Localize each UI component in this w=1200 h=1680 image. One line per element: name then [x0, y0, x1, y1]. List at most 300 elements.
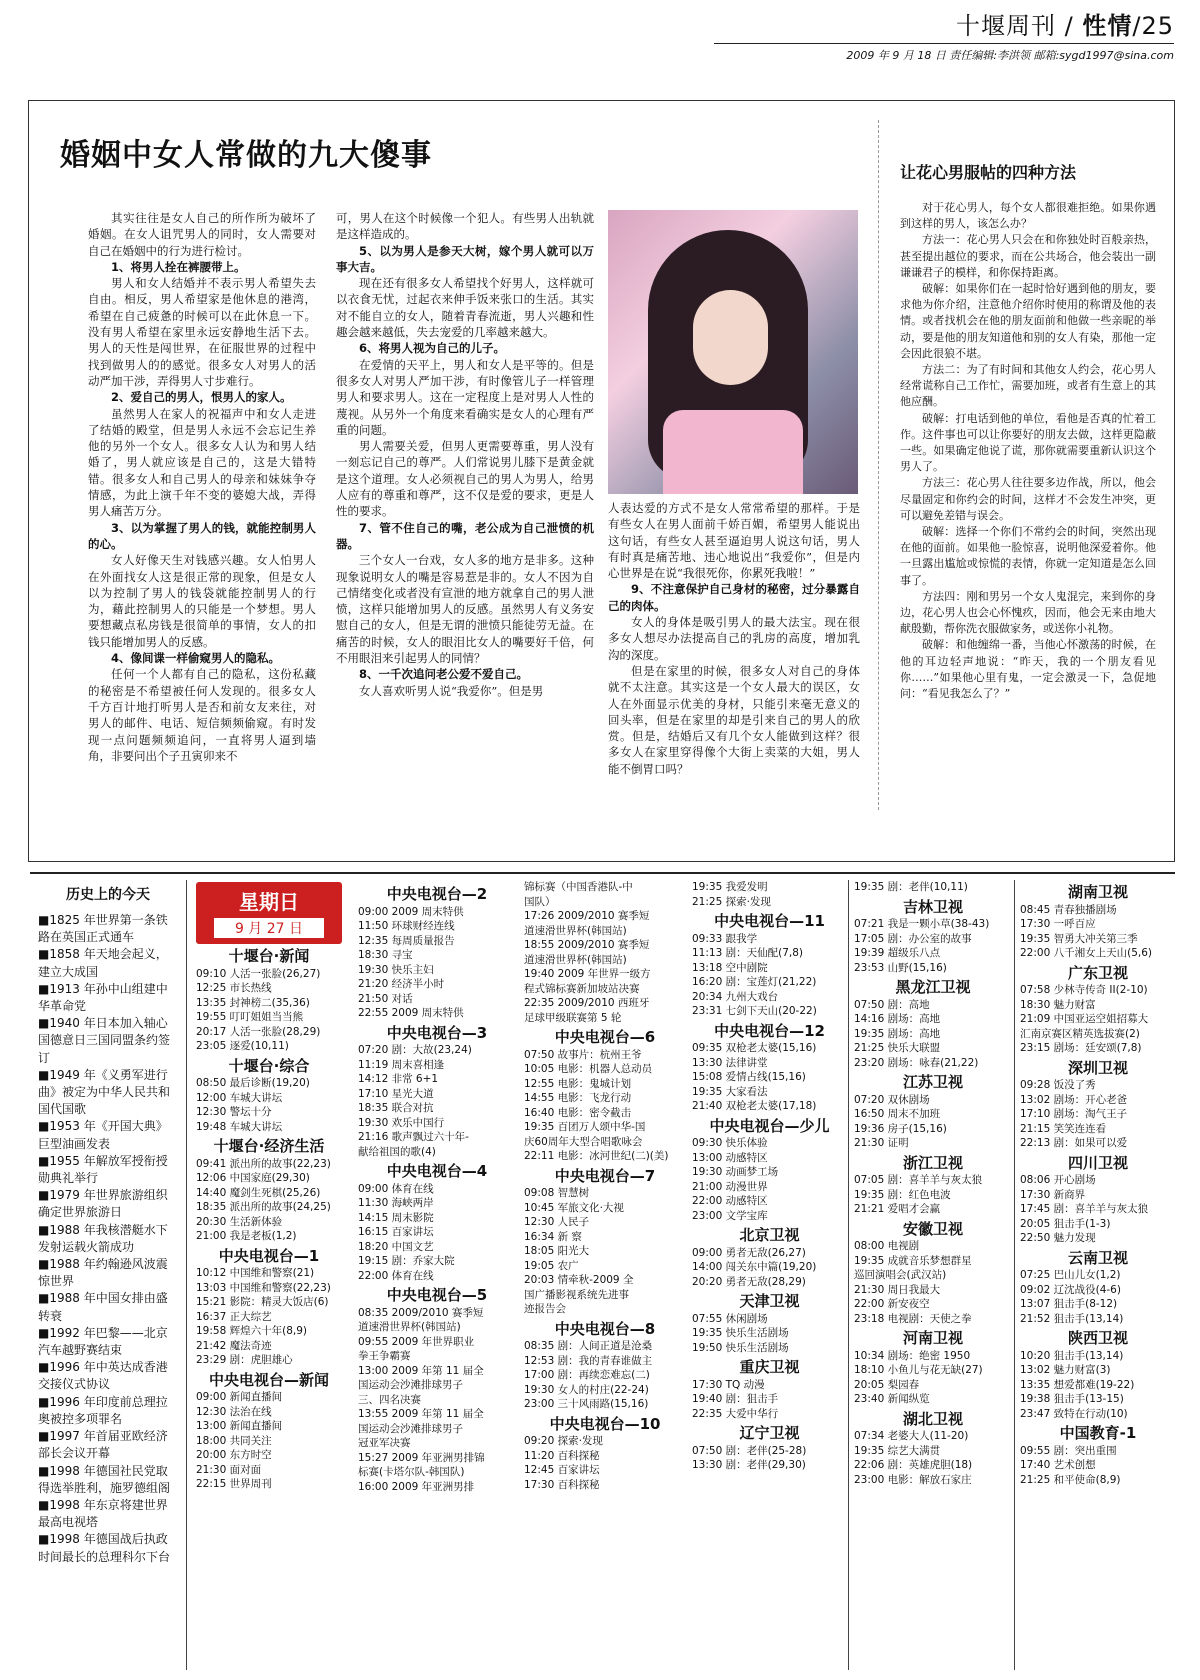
tv-program: 足球甲级联赛第 5 轮	[524, 1011, 622, 1024]
tv-channel-name: 广东卫视	[1067, 963, 1128, 982]
column-divider	[848, 880, 849, 1670]
tv-program: 07:50 故事片：杭州王爷	[524, 1048, 642, 1061]
tv-program: 22:11 电影：冰河世纪(二)(美)	[524, 1150, 669, 1162]
tv-program: 09:08 智慧树	[524, 1187, 590, 1199]
tv-program: 22:35 大爱中华行	[692, 1407, 779, 1420]
history-item: ■1997 年首届亚欧经济部长会议开幕	[38, 1429, 168, 1461]
tv-channel-name: 中央电视台—5	[386, 1286, 488, 1304]
tv-program: 09:55 剧：突出重围	[1020, 1444, 1117, 1457]
tv-channel-name: 湖南卫视	[1067, 883, 1128, 901]
tv-program: 20:00 东方时空	[196, 1449, 272, 1461]
tv-program: 22:00 动感特区	[692, 1195, 768, 1207]
tv-program: 23:00 文学宝库	[692, 1209, 768, 1222]
tv-program: 19:39 超级乐八点	[854, 947, 941, 959]
tv-channel-name: 中央电视台—10	[549, 1414, 661, 1433]
tv-channel-name: 黑龙江卫视	[895, 978, 971, 996]
tv-program: 23:18 电视剧：天使之拳	[854, 1312, 972, 1325]
tv-program: 12:35 每周质量报告	[358, 934, 455, 947]
tv-program: 13:35 封神榜二(35,36)	[196, 996, 310, 1009]
tv-channel-name: 天津卫视	[739, 1292, 800, 1310]
tv-channel-name: 中央电视台—12	[714, 1021, 825, 1040]
article-subheading: 7、管不住自己的嘴，老公成为自己泄愤的机器。	[336, 520, 594, 551]
tv-col-1	[196, 882, 342, 1492]
tv-channel-name: 深圳卫视	[1067, 1058, 1128, 1077]
tv-channel-name: 浙江卫视	[902, 1153, 963, 1172]
article-paragraph: 男人和女人结婚并不表示男人希望失去自由。相反，男人希望家是他休息的港湾，希望在自己疲惫的时候可以在此休息一下。没有男人希望在家里永远安静地生活下去。男人的天性是闯世界，在征服世界的过程中找到做男人的的感觉。很多女人对男人的活动严加干涉，弄得男人寸步难行。	[88, 276, 316, 388]
tv-channel-name: 中央电视台—新闻	[208, 1370, 329, 1389]
history-item: ■1996 年印度前总理拉奥被控多项罪名	[38, 1394, 168, 1426]
tv-program: 17:00 剧：再续恋难忘(二)	[524, 1369, 650, 1381]
page-header	[714, 6, 1174, 63]
tv-channel-name: 中央电视台—6	[554, 1028, 656, 1046]
tv-program: 19:35 成就音乐梦想群星	[854, 1254, 972, 1267]
history-item: ■1858 年天地会起义，建立大成国	[38, 947, 168, 979]
tv-program: 21:00 动漫世界	[692, 1180, 768, 1193]
tv-program: 21:40 双枪老太婆(17,18)	[692, 1100, 817, 1112]
bottom-section-rule	[30, 872, 1175, 874]
photo-clothing-shape	[663, 410, 803, 494]
tv-program: 道速滑世界杯(韩国站)	[524, 924, 627, 937]
tv-program: 17:45 剧：喜羊羊与灰太狼	[1020, 1203, 1149, 1215]
tv-program: 13:35 想爱都难(19-22)	[1020, 1378, 1135, 1391]
article-column-2	[336, 210, 594, 699]
tv-program: 20:05 梨园春	[854, 1378, 920, 1391]
sidebar-paragraph: 方法二：为了有时间和其他女人约会，花心男人经常谎称自己工作忙，需要加班，或者有生意上的其他应酬。	[900, 363, 1156, 409]
tv-program: 21:00 我是老板(1,2)	[196, 1230, 297, 1242]
tv-program: 13:00 新闻直播间	[196, 1420, 283, 1432]
header-page-number: /25	[1132, 12, 1174, 40]
tv-program: 10:05 电影：机器人总动员	[524, 1063, 653, 1075]
tv-program: 国队）	[524, 895, 556, 908]
tv-program: 14:12 非常 6+1	[358, 1073, 439, 1085]
tv-program: 19:50 快乐生活剧场	[692, 1341, 789, 1354]
tv-program: 19:35 综艺大满贯	[854, 1444, 941, 1457]
article-paragraph: 在爱情的天平上，男人和女人是平等的。但是很多女人对男人严加干涉，有时像管儿子一样管理男人和要求男人。这在一定程度上是对男人人性的蔑视。从另外一个角度来看确实是女人的心理有严重的问题。	[336, 357, 594, 437]
tv-program: 三、四名决赛	[358, 1393, 421, 1406]
tv-program: 19:58 辉煌六十年(8,9)	[196, 1325, 307, 1337]
tv-program: 17:10 星光大道	[358, 1087, 434, 1100]
tv-program: 12:30 警坛十分	[196, 1106, 272, 1118]
tv-program: 20:03 情牵秋-2009 全	[524, 1274, 634, 1286]
tv-program: 09:00 体育在线	[358, 1182, 434, 1195]
tv-program: 16:00 2009 年亚洲男排	[358, 1480, 475, 1493]
tv-program: 09:00 新闻直播间	[196, 1391, 283, 1403]
tv-program: 11:50 环球财经连线	[358, 920, 455, 932]
article-subheading: 1、将男人拴在裤腰带上。	[111, 259, 246, 274]
tv-channel-name: 中央电视台—1	[218, 1246, 320, 1265]
tv-program: 13:03 中国维和警察(22,23)	[196, 1281, 331, 1294]
article-subheading: 6、将男人视为自己的儿子。	[359, 341, 506, 356]
tv-channel-name: 中央电视台—11	[714, 912, 825, 930]
history-item: ■1988 年约翰逊风波震惊世界	[38, 1257, 168, 1289]
column-divider	[186, 880, 187, 1670]
tv-program: 巡回演唱会(武汉站)	[854, 1269, 947, 1281]
article-subheading: 8、一千次追问老公爱不爱自己。	[359, 667, 528, 682]
sidebar-paragraph: 对于花心男人，每个女人都很难拒绝。如果你遇到这样的男人，该怎么办？	[900, 201, 1156, 231]
tv-channel-name: 陕西卫视	[1067, 1329, 1128, 1347]
tv-program: 19:30 快乐主妇	[358, 963, 434, 976]
header-title: 十堰周刊 / 性情/25	[956, 12, 1174, 40]
tv-channel-name: 北京卫视	[739, 1226, 800, 1244]
article-paragraph: 任何一个人都有自己的隐私，这份私藏的秘密是不希望被任何人发现的。很多女人千方百计地打听男人是否和前女友来往，对男人的邮件、电话、短信频频偷窥。有时发现一点问题频频追问，一直将男人逼到墙角，非要问出个子丑寅卯来不	[88, 667, 316, 763]
tv-program: 23:47 致特在行动(10)	[1020, 1407, 1128, 1420]
tv-program: 09:41 派出所的故事(22,23)	[196, 1157, 331, 1170]
article-paragraph: 可，男人在这个时候像一个犯人。有些男人出轨就是这样造成的。	[336, 211, 594, 242]
sidebar-paragraph: 破解：如果你们在一起时恰好遇到他的朋友，要求他为你介绍，注意他介绍你时使用的称谓及他的表情。或者找机会在他的朋友面前和他做一些亲昵的举动，要是他的朋友知道他和别的女人有染，那他一定会因此很狼不堪。	[900, 282, 1156, 360]
tv-program: 17:40 艺术创想	[1020, 1459, 1096, 1471]
history-item: ■1998 年东京将建世界最高电视塔	[38, 1497, 168, 1530]
tv-program: 23:20 剧场：咏春(21,22)	[854, 1056, 979, 1069]
tv-program: 21:42 魔法奇迹	[196, 1339, 272, 1352]
tv-program: 21:50 对话	[358, 992, 413, 1005]
tv-date: 9 月 27 日	[214, 918, 324, 938]
tv-program: 21:25 探索·发现	[692, 895, 771, 908]
tv-program: 12:55 电影：鬼城计划	[524, 1077, 632, 1090]
tv-program: 13:30 法律讲堂	[692, 1056, 768, 1069]
tv-program: 14:55 电影：飞龙行动	[524, 1092, 632, 1104]
tv-program: 19:35 智勇大冲关第三季	[1020, 932, 1138, 945]
header-brand: 十堰周刊	[956, 12, 1057, 40]
tv-program: 09:35 双枪老太婆(15,16)	[692, 1042, 817, 1054]
tv-program: 19:35 剧：老伴(10,11)	[854, 881, 968, 893]
tv-program: 09:30 快乐体验	[692, 1137, 768, 1149]
tv-program: 21:15 笑笑连连看	[1020, 1122, 1107, 1135]
tv-program: 12:30 法治在线	[196, 1405, 272, 1418]
tv-program: 07:20 剧：大故(23,24)	[358, 1044, 472, 1056]
tv-program: 18:00 共同关注	[196, 1434, 272, 1447]
tv-program: 09:33 跟我学	[692, 932, 758, 945]
tv-channel-name: 十堰台·经济生活	[213, 1137, 325, 1155]
article-headline: 婚姻中女人常做的九大傻事	[60, 138, 432, 173]
tv-program: 19:15 剧：乔家大院	[358, 1255, 455, 1267]
tv-program: 21:21 爱唱才会赢	[854, 1203, 941, 1215]
tv-col-5	[854, 880, 1012, 1487]
history-item: ■1998 年德国战后执政时间最长的总理科尔下台	[38, 1532, 171, 1564]
tv-program: 16:34 新 察	[524, 1230, 582, 1243]
history-item: ■1992 年巴黎——北京汽车越野赛结束	[38, 1325, 168, 1358]
tv-program: 17:10 剧场：淘气王子	[1020, 1108, 1128, 1120]
tv-program: 19:40 剧：狙击手	[692, 1393, 779, 1405]
article-paragraph: 但是在家里的时候，很多女人对自己的身体就不太注意。其实这是一个女人最大的误区，女人在外面显示优美的身材，只能引来毫无意义的回头率，但是在家里的却是引来自己的男人的欣赏。但是，结婚后又有几个女人能做到这样？很多女人在家里穿得像个大街上卖菜的大姐，男人能不倒胃口吗？	[608, 663, 860, 776]
article-paragraph: 女人喜欢听男人说“我爱你”。但是男	[359, 683, 544, 698]
tv-channel-name: 中央电视台—8	[554, 1319, 656, 1338]
tv-program: 09:00 2009 周末特供	[358, 905, 464, 918]
tv-program: 19:35 我爱发明	[692, 881, 768, 893]
tv-channel-name: 中央电视台—7	[554, 1166, 656, 1185]
tv-channel-name: 江苏卫视	[902, 1073, 963, 1091]
tv-program: 21:30 周日我最大	[854, 1283, 941, 1296]
tv-day-badge	[196, 882, 342, 944]
tv-program: 22:35 2009/2010 西班牙	[524, 997, 650, 1009]
tv-program: 21:30 证明	[854, 1137, 909, 1149]
tv-program: 16:50 周末不加班	[854, 1108, 941, 1120]
tv-program: 12:06 中国家庭(29,30)	[196, 1172, 310, 1184]
tv-program: 10:34 剧场：绝密 1950	[854, 1349, 971, 1362]
history-title: 历史上的今天	[66, 887, 150, 903]
tv-program: 12:45 百家讲坛	[524, 1464, 600, 1476]
tv-program: 22:00 八千湘女上天山(5,6)	[1020, 947, 1152, 959]
history-item: ■1955 年解放军授衔授勋典礼举行	[38, 1153, 168, 1186]
tv-program: 10:12 中国维和警察(21)	[196, 1267, 315, 1279]
article-subheading: 2、爱自己的男人，恨男人的家人。	[111, 390, 292, 405]
tv-channel-name: 十堰台·综合	[228, 1056, 310, 1075]
tv-channel-name: 十堰台·新闻	[228, 947, 310, 965]
tv-program: 14:40 魔剑生死棋(25,26)	[196, 1186, 321, 1199]
tv-program: 17:30 TQ 动漫	[692, 1378, 765, 1391]
tv-program: 19:05 农广	[524, 1259, 579, 1272]
sidebar-paragraph: 破解：打电话到他的单位，看他是否真的忙着工作。这件事也可以让你要好的朋友去做，这样更隐蔽一些。如果确定他说了谎，那你就需要重新认识这个男人了。	[900, 411, 1156, 474]
tv-program: 19:35 剧：红色电波	[854, 1188, 951, 1201]
tv-col-2	[358, 882, 516, 1494]
article-paragraph: 人表达爱的方式不是女人常常希望的那样。于是有些女人在男人面前千娇百媚，希望男人能说出这句话，有些女人甚至逼迫男人说这句话，男人有时真是痛苦地、违心地说出“我爱你”，但是内心世界是在说“我很死你，你累死我啦！”	[608, 501, 860, 581]
tv-program: 20:34 九州大戏台	[692, 990, 779, 1003]
tv-program: 20:17 人活一张脸(28,29)	[196, 1025, 321, 1038]
history-item: ■1940 年日本加入轴心国德意日三国同盟条约签订	[38, 1016, 171, 1065]
history-item: ■1825 年世界第一条铁路在英国正式通车	[38, 913, 168, 945]
sidebar-divider	[878, 120, 879, 810]
tv-program: 道速滑世界杯(韩国站)	[524, 953, 627, 966]
tv-program: 国运动会沙滩排球男子	[358, 1379, 463, 1391]
tv-program: 14:16 剧场：高地	[854, 1013, 941, 1025]
tv-program: 锦标赛（中国香港队-中	[524, 881, 633, 893]
tv-program: 19:40 2009 年世界一级方	[524, 968, 651, 980]
tv-channel-name: 中国教育-1	[1059, 1424, 1137, 1442]
tv-program: 19:48 车城大讲坛	[196, 1120, 283, 1133]
history-list	[38, 912, 178, 1566]
tv-program: 07:05 剧：喜羊羊与灰太狼	[854, 1174, 983, 1186]
tv-program: 07:50 剧：老伴(25-28)	[692, 1444, 807, 1457]
tv-program: 12:53 剧：我的青春谁做主	[524, 1354, 653, 1367]
tv-channel-name: 中央电视台—2	[386, 885, 488, 903]
tv-channel-name: 四川卫视	[1067, 1153, 1128, 1172]
tv-program: 21:16 歌声飘过六十年-	[358, 1131, 469, 1143]
tv-program: 国广播影视系统先进事	[524, 1288, 629, 1301]
tv-program: 16:40 电影：密令截击	[524, 1106, 632, 1119]
tv-program: 19:38 狙击手(13-15)	[1020, 1393, 1124, 1405]
tv-program: 标赛(卡塔尔队-韩国队)	[358, 1466, 465, 1478]
header-meta: 2009 年 9 月 18 日 责任编辑:李洪领 邮箱:sygd1997@sina.com	[846, 49, 1174, 62]
tv-program: 19:30 女人的村庄(22-24)	[524, 1383, 649, 1396]
tv-program: 11:13 剧：天仙配(7,8)	[692, 947, 803, 959]
tv-program: 13:02 剧场：开心老爸	[1020, 1093, 1128, 1106]
tv-program: 23:29 剧：虎胆雄心	[196, 1354, 293, 1366]
history-item: ■1953 年《开国大典》巨型油画发表	[38, 1119, 168, 1151]
tv-program: 18:05 阳光大	[524, 1245, 590, 1257]
article-subheading: 4、像间谍一样偷窥男人的隐私。	[111, 651, 280, 666]
tv-program: 07:25 巴山儿女(1,2)	[1020, 1269, 1121, 1281]
tv-program: 23:15 剧场：廷安颂(7,8)	[1020, 1042, 1142, 1054]
tv-program: 21:20 经济半小时	[358, 978, 445, 990]
tv-channel-name: 中央电视台—少儿	[709, 1116, 830, 1135]
tv-program: 21:52 狙击手(13,14)	[1020, 1312, 1124, 1325]
tv-program: 08:00 电视剧	[854, 1240, 920, 1252]
tv-program: 07:58 少林寺传奇 II(2-10)	[1020, 984, 1148, 996]
tv-program: 22:00 体育在线	[358, 1269, 434, 1282]
tv-program: 23:00 电影：解放石家庄	[854, 1473, 972, 1486]
tv-col-1-list	[196, 949, 342, 1492]
tv-program: 08:50 最后诊断(19,20)	[196, 1077, 310, 1089]
tv-program: 16:20 剧：宝莲灯(21,22)	[692, 976, 817, 988]
photo-face-shape	[693, 290, 768, 385]
tv-program: 09:55 2009 年世界职业	[358, 1335, 475, 1348]
tv-program: 21:25 和平使命(8,9)	[1020, 1473, 1121, 1486]
tv-program: 庆60周年大型合唱歌咏会	[524, 1135, 643, 1148]
tv-program: 07:21 我是一颗小草(38-43)	[854, 918, 990, 930]
tv-program: 20:20 勇者无敌(28,29)	[692, 1275, 806, 1288]
tv-program: 程式锦标赛新加坡站决赛	[524, 982, 640, 995]
tv-program: 21:25 快乐大联盟	[854, 1042, 941, 1054]
tv-program: 23:31 七剑下天山(20-22)	[692, 1005, 817, 1017]
article-subheading: 9、不注意保护自己身材的秘密，过分暴露自己的肉体。	[608, 582, 860, 613]
article-column-1	[88, 210, 316, 764]
tv-program: 22:00 新安夜空	[854, 1298, 930, 1310]
tv-program: 18:20 中国文艺	[358, 1240, 434, 1253]
tv-program: 16:37 正大综艺	[196, 1310, 272, 1323]
article-paragraph: 其实往往是女人自己的所作所为破坏了婚姻。在女人诅咒男人的同时，女人需要对自己在婚姻中的行为进行检讨。	[88, 211, 316, 258]
article-subheading: 5、以为男人是参天大树，嫁个男人就可以万事大吉。	[336, 243, 594, 274]
tv-channel-name: 安徽卫视	[902, 1219, 963, 1238]
tv-program: 15:21 影院：精灵大饭店(6)	[196, 1296, 329, 1308]
article-paragraph: 虽然男人在家人的祝福声中和女人走进了结婚的殿堂，但是男人永远不会忘记生养他的另外一个女人。很多女人认为和男人结婚了，男人就应该是自己的，这是大错特错。很多女人和自己男人的母亲和妹妹争夺情感，为此上演千年不变的婆媳大战，弄得男人痛苦万分。	[88, 406, 316, 519]
tv-channel-name: 重庆卫视	[739, 1358, 800, 1376]
history-column	[38, 880, 178, 1566]
tv-program: 22:55 2009 周末特供	[358, 1007, 464, 1019]
tv-program: 17:30 百科探秘	[524, 1478, 600, 1491]
tv-program: 09:28 饭没了秀	[1020, 1079, 1096, 1091]
tv-program: 19:35 快乐生活剧场	[692, 1327, 789, 1339]
tv-day: 星期日	[239, 890, 299, 914]
sidebar-paragraph: 方法四：刚和男另一个女人鬼混完，来到你的身边，花心男人也会心怀愧疚，因而，他会无来由地大献殷勤，帮你洗衣服做家务，或送你小礼物。	[900, 589, 1156, 636]
tv-program: 22:50 魅力发现	[1020, 1232, 1096, 1244]
history-item: ■1979 年世界旅游组织确定世界旅游日	[38, 1188, 168, 1220]
tv-program: 11:19 周末喜相逢	[358, 1058, 445, 1071]
tv-channel-name: 云南卫视	[1067, 1248, 1128, 1267]
tv-program: 13:18 空中剧院	[692, 961, 768, 974]
tv-program: 10:20 狙击手(13,14)	[1020, 1349, 1124, 1362]
tv-program: 献给祖国的歌(4)	[358, 1145, 436, 1158]
tv-program: 15:08 爱情占线(15,16)	[692, 1071, 806, 1083]
tv-program: 18:30 魅力财富	[1020, 998, 1096, 1011]
tv-program: 12:00 车城大讲坛	[196, 1091, 283, 1104]
tv-program: 17:30 新商界	[1020, 1188, 1086, 1201]
tv-program: 19:30 动画梦工场	[692, 1166, 779, 1178]
tv-program: 07:55 休闲剧场	[692, 1312, 768, 1325]
history-item: ■1996 年中英达成香港交接仪式协议	[38, 1360, 168, 1392]
article-paragraph: 男人需要关爱，但男人更需要尊重，男人没有一刻忘记自己的尊严。人们常说男儿膝下是黄金就是这个道理。女人必须视自己的男人为男人，给男人应有的尊重和尊严，这不仅是爱的要求，更是人性的要求。	[336, 439, 594, 519]
article-paragraph: 现在还有很多女人希望找个好男人，这样就可以衣食无忧，过起衣来伸手饭来张口的生活。其实对不能自立的女人，随着青春流逝，男人兴趣和性趣会越来越低，失去宠爱的几率越来越大。	[336, 276, 594, 340]
tv-program: 21:30 面对面	[196, 1463, 262, 1476]
tv-program: 12:25 市长热线	[196, 982, 272, 994]
tv-channel-name: 中央电视台—4	[386, 1162, 488, 1180]
tv-program: 11:30 海峡两岸	[358, 1197, 434, 1209]
header-section: 性情	[1082, 12, 1133, 40]
tv-program: 23:40 新闻纵览	[854, 1393, 930, 1405]
tv-program: 13:00 动感特区	[692, 1151, 768, 1164]
tv-program: 14:15 周末影院	[358, 1211, 434, 1224]
tv-program: 20:05 狙击手(1-3)	[1020, 1217, 1111, 1230]
tv-program: 08:45 青春独播剧场	[1020, 903, 1117, 916]
tv-program: 18:35 联合对抗	[358, 1102, 434, 1114]
tv-program: 17:26 2009/2010 赛季短	[524, 910, 650, 922]
tv-program: 道速滑世界杯(韩国站)	[358, 1321, 461, 1333]
article-paragraph: 女人的身体是吸引男人的最大法宝。现在很多女人想尽办法提高自己的乳房的高度，增加乳沟的深度。	[608, 615, 860, 662]
history-item: ■1988 年中国女排由盛转衰	[38, 1291, 168, 1323]
sidebar-title: 让花心男服帖的四种方法	[900, 163, 1077, 182]
sidebar-paragraph: 方法三：花心男人往往要多边作战，所以，他会尽量固定和你约会的时间，这样才不会发生冲突，更可以避免差错与误会。	[900, 476, 1156, 522]
tv-program: 23:53 山野(15,16)	[854, 961, 947, 974]
tv-program: 15:27 2009 年亚洲男排锦	[358, 1451, 485, 1464]
tv-program: 拳王争霸赛	[358, 1350, 411, 1362]
tv-program: 07:34 老婆大人(11-20)	[854, 1430, 969, 1442]
tv-program: 12:30 人民子	[524, 1216, 590, 1228]
tv-program: 14:00 闯关东中篇(19,20)	[692, 1261, 817, 1273]
tv-program: 16:15 百家讲坛	[358, 1226, 434, 1238]
tv-program: 08:35 剧：人间正道是沧桑	[524, 1340, 653, 1352]
tv-program: 17:05 剧：办公室的故事	[854, 932, 972, 945]
tv-program: 19:36 房子(15,16)	[854, 1122, 947, 1135]
tv-program: 10:45 军旅文化·大视	[524, 1201, 624, 1214]
tv-program: 19:35 剧场：高地	[854, 1027, 941, 1040]
tv-program: 09:02 辽沈战役(4-6)	[1020, 1283, 1121, 1296]
tv-program: 国运动会沙滩排球男子	[358, 1422, 463, 1435]
tv-program: 18:10 小鱼儿与花无缺(27)	[854, 1364, 983, 1376]
tv-program: 13:55 2009 年第 11 届全	[358, 1408, 484, 1420]
tv-program: 18:35 派出所的故事(24,25)	[196, 1201, 331, 1213]
history-item: ■1949 年《义勇军进行曲》被定为中华人民共和国代国歌	[38, 1067, 171, 1117]
tv-program: 22:13 剧：如果可以爱	[1020, 1137, 1128, 1149]
tv-program: 11:20 百科探秘	[524, 1449, 600, 1462]
history-item: ■1913 年孙中山组建中华革命党	[38, 981, 168, 1014]
tv-program: 07:50 剧：高地	[854, 998, 930, 1011]
tv-program: 23:05 逐爱(10,11)	[196, 1040, 289, 1052]
tv-program: 冠亚军决赛	[358, 1437, 411, 1449]
tv-program: 13:30 剧：老伴(29,30)	[692, 1459, 806, 1471]
tv-col-6	[1020, 880, 1176, 1487]
tv-col-4	[692, 880, 847, 1473]
tv-channel-name: 辽宁卫视	[739, 1424, 800, 1442]
tv-program: 17:30 一呼百应	[1020, 918, 1096, 930]
tv-program: 19:55 叮叮姐姐当当熊	[196, 1011, 304, 1023]
tv-col-3	[524, 880, 686, 1492]
article-paragraph: 三个女人一台戏，女人多的地方是非多。这种现象说明女人的嘴是容易惹是非的。女人不因为自己情绪变化或者没有宣泄的地方就拿自己的男人泄愤，这样只能增加男人的反感。虽然男人有义务安慰自己的女人，但是无谓的泄愤只能徒劳无益。在痛苦的时候，女人的眼泪比女人的嘴要好千倍，何不用眼泪来引起男人的同情？	[336, 553, 594, 666]
tv-program: 22:06 剧：英雄虎胆(18)	[854, 1459, 973, 1471]
history-item: ■1998 年德国社民党取得选举胜利，施罗德组阁	[38, 1463, 171, 1495]
article-column-3	[608, 500, 860, 777]
tv-program: 18:55 2009/2010 赛季短	[524, 939, 650, 951]
tv-program: 20:30 生活新体验	[196, 1215, 283, 1228]
tv-program: 08:35 2009/2010 赛季短	[358, 1306, 484, 1319]
sidebar-paragraph: 破解：和他缠绵一番，当他心怀激荡的时候，在他的耳边轻声地说：“昨天，我的一个朋友看见你……”如果他心里有鬼，一定会激灵一下，急促地问：“看见我怎么了？”	[900, 638, 1156, 701]
tv-program: 21:09 中国亚运空姐招募大	[1020, 1013, 1149, 1025]
tv-program: 07:20 双休剧场	[854, 1093, 930, 1106]
sidebar-paragraph: 方法一：花心男人只会在和你独处时百般亲热，甚至提出越位的要求，而在公共场合，他会装出一副谦谦君子的模样，和你保持距离。	[900, 233, 1156, 279]
tv-program: 迹报告会	[524, 1303, 566, 1315]
tv-program: 18:30 寻宝	[358, 949, 413, 961]
sidebar-paragraph: 破解：选择一个你们不常约会的时间，突然出现在他的面前。如果他一脸惊喜，说明他深爱着你。他一旦露出尴尬或惊慌的表情，你就一定知道是怎么回事了。	[900, 525, 1156, 587]
tv-program: 08:06 开心剧场	[1020, 1174, 1096, 1186]
tv-channel-name: 河南卫视	[902, 1329, 963, 1347]
tv-program: 19:35 大家看法	[692, 1085, 768, 1098]
tv-program: 19:35 百团万人颂中华-国	[524, 1121, 646, 1133]
tv-program: 22:15 世界周刊	[196, 1478, 272, 1490]
history-item: ■1988 年我核潜艇水下发射运载火箭成功	[38, 1222, 168, 1254]
tv-program: 23:00 三十风雨路(15,16)	[524, 1398, 649, 1410]
tv-program: 09:10 人活一张脸(26,27)	[196, 967, 321, 980]
tv-program: 13:02 魅力财富(3)	[1020, 1364, 1111, 1376]
article-paragraph: 女人好像天生对钱感兴趣。女人怕男人在外面找女人这是很正常的现象，但是女人以为控制了男人的钱袋就能控制男人的行为，藉此控制男人的只能是一个梦想。男人要想藏点私房钱是很简单的事情，女人的扣钱只能增加男人的反感。	[88, 553, 316, 649]
tv-program: 09:20 探索·发现	[524, 1435, 603, 1447]
tv-channel-name: 吉林卫视	[902, 897, 963, 916]
